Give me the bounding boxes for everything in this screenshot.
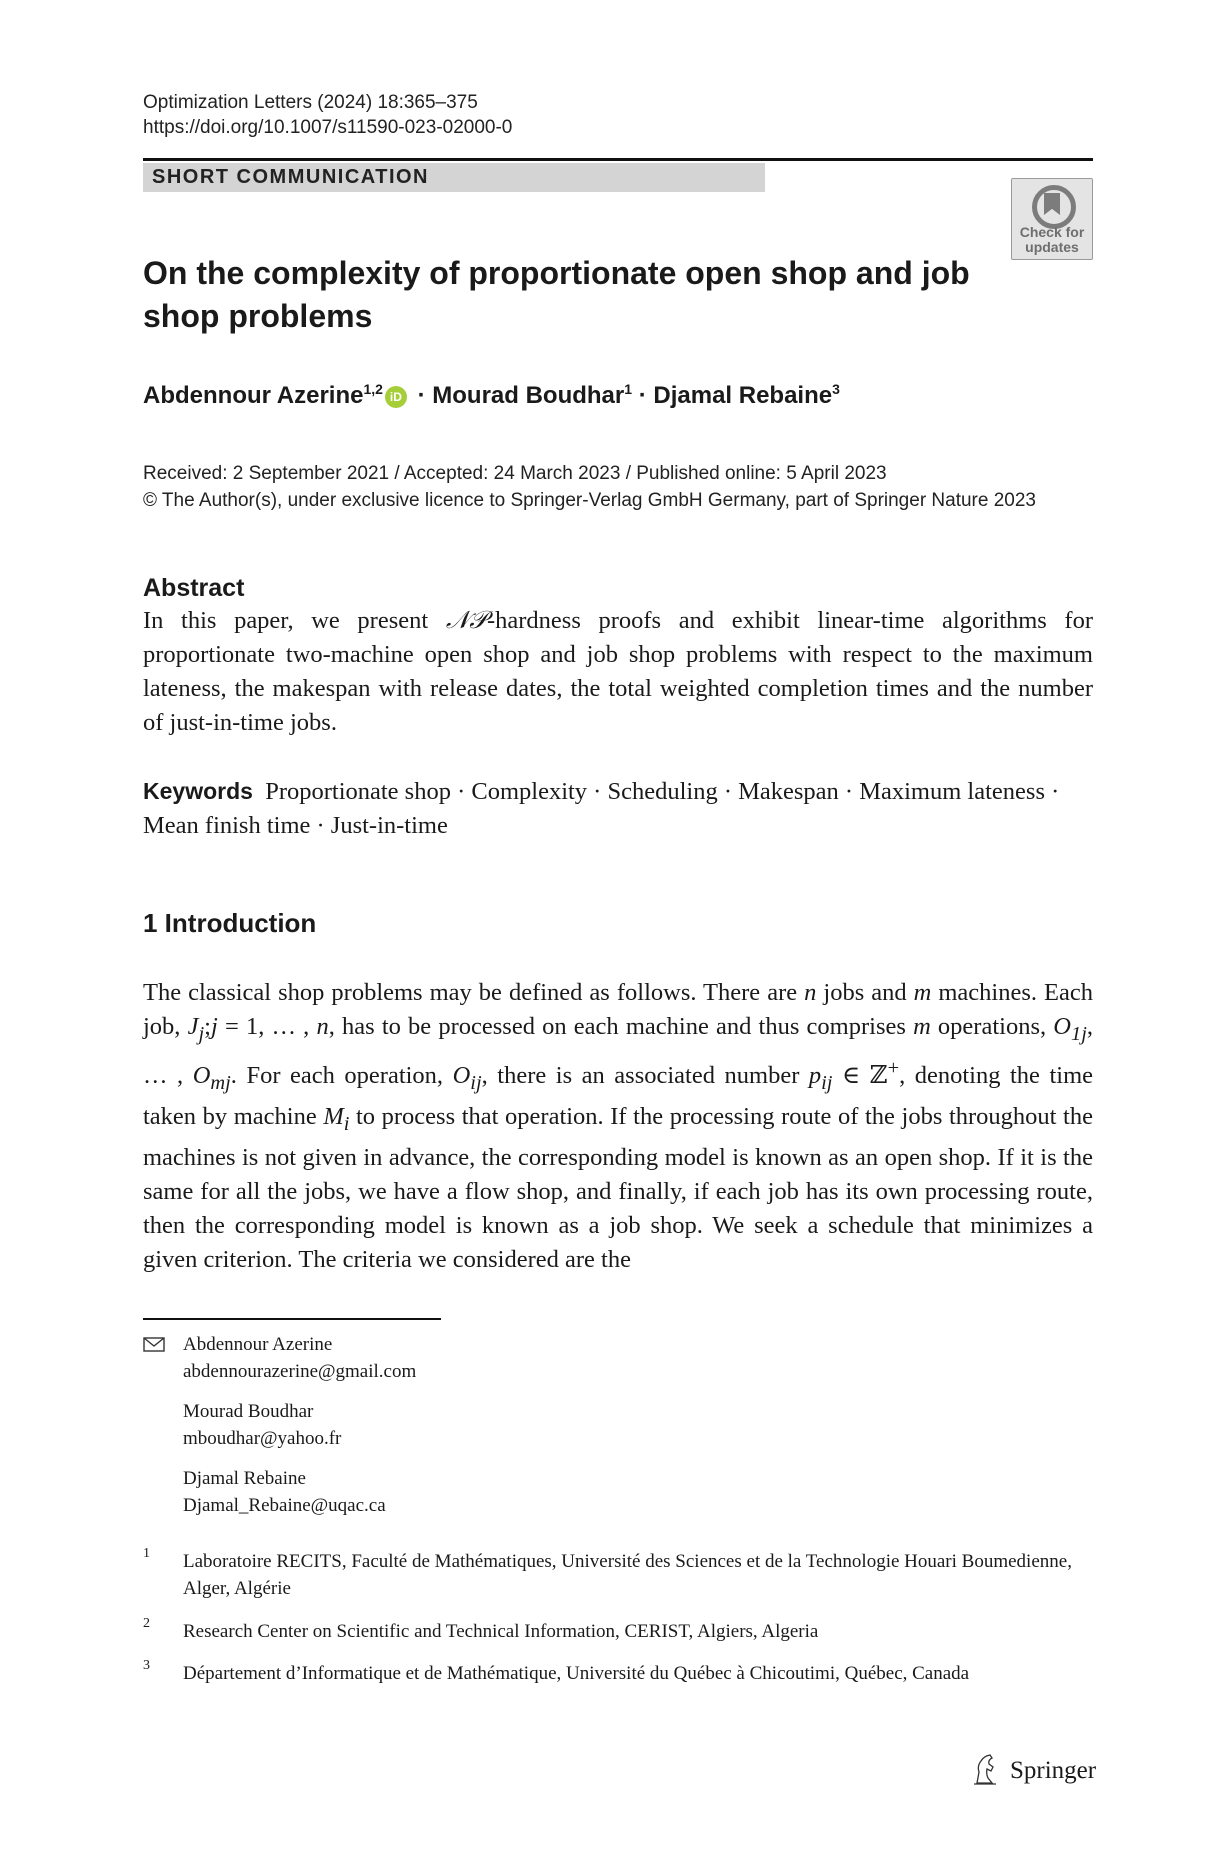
affiliation-text: Laboratoire RECITS, Faculté de Mathématiques, Université des Sciences et de la Technologie Houari Boumedienne, Alger, Algérie xyxy=(183,1551,1072,1599)
springer-horse-logo-icon xyxy=(972,1752,998,1786)
publisher-name: Springer xyxy=(1010,1757,1097,1784)
check-for-updates-badge[interactable] xyxy=(1011,178,1093,260)
contact-name: Djamal Rebaine xyxy=(183,1468,306,1489)
contact-email[interactable]: mboudhar@yahoo.fr xyxy=(183,1428,342,1449)
author-affiliation: 1,2 xyxy=(363,381,383,397)
contact-email[interactable]: Djamal_Rebaine@uqac.ca xyxy=(183,1495,386,1516)
affiliation-number: 2 xyxy=(143,1616,150,1631)
copyright-line: © The Author(s), under exclusive licence to Springer-Verlag GmbH Germany, part of Springer Nature 2023 xyxy=(143,490,1036,511)
contact-email[interactable]: abdennourazerine@gmail.com xyxy=(183,1361,417,1382)
badge-label: Check for updates xyxy=(1019,224,1085,255)
contact-name: Mourad Boudhar xyxy=(183,1401,314,1422)
doi-link[interactable]: https://doi.org/10.1007/s11590-023-02000-0 xyxy=(143,117,513,138)
np-symbol: 𝒩𝒫 xyxy=(445,607,487,634)
section-label: SHORT COMMUNICATION xyxy=(152,166,429,188)
orcid-icon[interactable]: iD xyxy=(385,386,407,408)
author-affiliation: 3 xyxy=(832,381,840,397)
paper-title: On the complexity of proportionate open shop and job shop problems xyxy=(143,255,970,334)
publication-dates xyxy=(143,460,1036,514)
abstract-heading: Abstract xyxy=(143,574,245,602)
affiliation-text: Département d’Informatique et de Mathématique, Université du Québec à Chicoutimi, Québec, Canada xyxy=(183,1663,970,1684)
contact-block xyxy=(183,1331,416,1385)
author-affiliation: 1 xyxy=(624,381,633,397)
affiliation-text: Research Center on Scientific and Technical Information, CERIST, Algiers, Algeria xyxy=(183,1621,819,1642)
introduction-paragraph: The classical shop problems may be defined as follows. There are n jobs and m machines. Each job, $J_j;j = 1$, … , n, has to be processed on each machine and thus comprises m operations, $O_{1j}$, … , $O_{mj}$. For each operation, $O_{ij}$, there is an associated number $p_{ij}$ ∈ ℤ+, denoting the time taken by machine $M_i$ to process that operation. If the processing route of the jobs throughout the machines is not given in advance, the corresponding model is known as an open shop. If it is the same for all the jobs, we have a flow shop, and finally, if each job has its own processing route, then the corresponding model is known as a job shop. We seek a schedule that minimizes a given criterion. The criteria we considered are the xyxy=(143,979,1093,1273)
author-name[interactable]: Djamal Rebaine xyxy=(653,382,833,409)
section-heading-introduction: 1 Introduction xyxy=(143,908,317,938)
contact-block xyxy=(183,1398,341,1452)
author-separator: · xyxy=(632,382,654,409)
footnote-rule xyxy=(143,1318,441,1320)
contact-block xyxy=(183,1465,386,1519)
dates-line: Received: 2 September 2021 / Accepted: 24 March 2023 / Published online: 5 April 2023 xyxy=(143,463,887,484)
contact-name: Abdennour Azerine xyxy=(183,1334,333,1355)
keywords-label: Keywords xyxy=(143,778,253,804)
keywords-text: Proportionate shop · Complexity · Scheduling · Makespan · Maximum lateness · Mean finish time · Just-in-time xyxy=(143,778,1060,839)
journal-header xyxy=(143,90,512,140)
header-rule xyxy=(143,158,1093,161)
author-name[interactable]: Abdennour Azerine xyxy=(143,382,364,409)
affiliation-number: 3 xyxy=(143,1658,150,1673)
affiliation-number: 1 xyxy=(143,1546,150,1561)
keywords xyxy=(143,774,1093,843)
author-separator: · xyxy=(410,382,433,409)
envelope-icon[interactable] xyxy=(143,1337,165,1352)
abstract-text: In this paper, we present 𝒩𝒫-hardness proofs and exhibit linear-time algorithms for proportionate two-machine open shop and job shop problems with respect to the maximum lateness, the makespan with release dates, the total weighted completion times and the number of just-in-time jobs. xyxy=(143,607,1093,736)
author-name[interactable]: Mourad Boudhar xyxy=(432,382,625,409)
author-list xyxy=(143,381,840,410)
journal-citation: Optimization Letters (2024) 18:365–375 xyxy=(143,92,478,113)
